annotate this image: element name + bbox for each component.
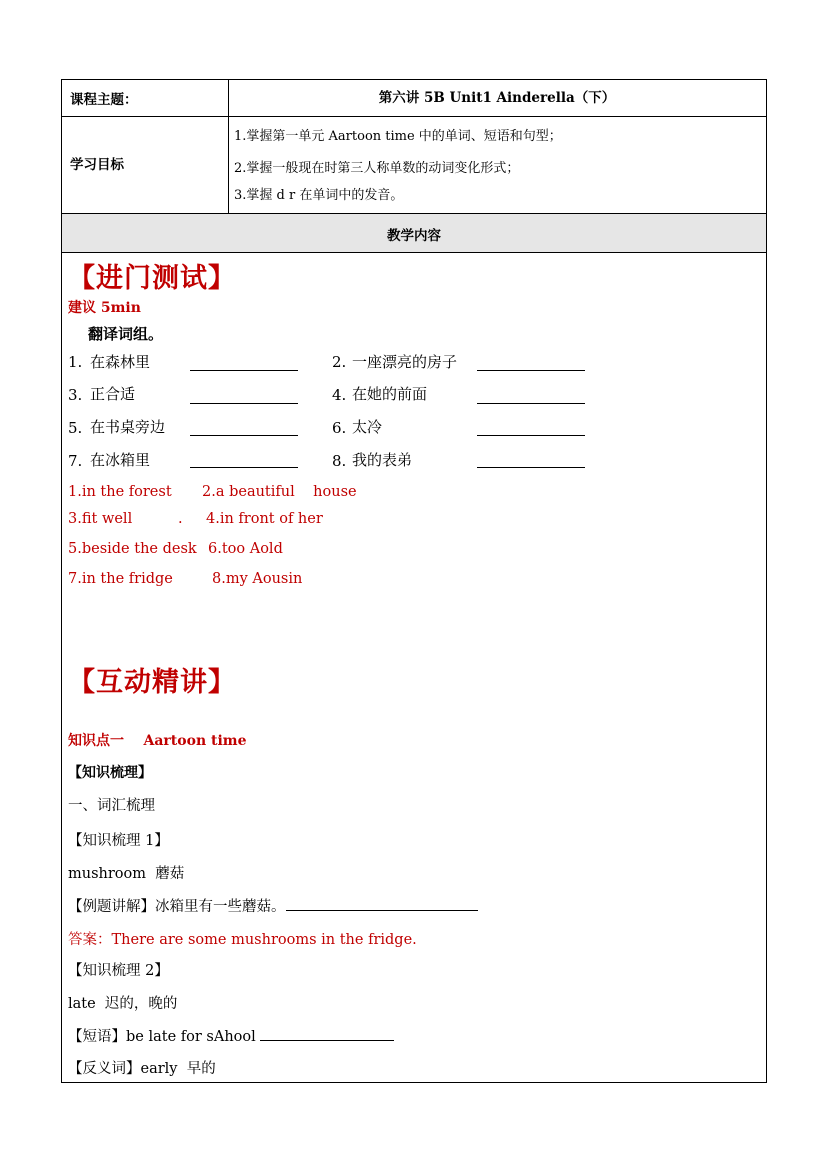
answer-blank[interactable] — [190, 467, 298, 468]
example-answer — [68, 928, 417, 949]
answer-text: 7.in the fridge — [68, 571, 173, 587]
topic-row — [62, 80, 766, 117]
question-number: 3. — [68, 386, 83, 404]
phrase-text: be late for sAhool — [126, 1029, 261, 1045]
example-answer-blank[interactable] — [286, 910, 478, 911]
question-number: 8. — [332, 452, 347, 470]
instruction: 翻译词组。 — [88, 325, 164, 343]
goal-item: 3.掌握 d r 在单词中的发音。 — [234, 188, 404, 203]
sort-heading: 【知识梳理】 — [68, 765, 152, 781]
lesson-topic: 第六讲 5B Unit1 Ainderella（下） — [378, 90, 616, 106]
example-label: 【例题讲解】 — [68, 899, 155, 915]
question-text: 太冷 — [352, 418, 383, 436]
answer-blank[interactable] — [190, 403, 298, 404]
phrase-answer-blank[interactable] — [260, 1040, 394, 1041]
goal-item: 2.掌握一般现在时第三人称单数的动词变化形式； — [234, 161, 520, 176]
question-text: 正合适 — [90, 385, 136, 403]
suggested-time: 建议 5min — [68, 300, 141, 316]
question-number: 5. — [68, 419, 83, 437]
vocab-late: late 迟的，晚的 — [68, 996, 178, 1012]
question-text: 一座漂亮的房子 — [352, 353, 458, 371]
answer-blank[interactable] — [477, 403, 585, 404]
topic-label: 课程主题： — [70, 92, 138, 108]
lecture-title: 【互动精讲】 — [68, 667, 236, 698]
answer-text: 5.beside the desk — [68, 541, 197, 557]
question-text: 在冰箱里 — [90, 451, 151, 469]
goal-item: 1.掌握第一单元 Aartoon time 中的单词、短语和句型； — [234, 129, 562, 144]
phrase-line — [68, 1025, 394, 1046]
antonym-text: early 早的 — [140, 1061, 216, 1077]
answer-text: 4.in front of her — [206, 511, 323, 527]
question-number: 7. — [68, 452, 83, 470]
answer-blank[interactable] — [190, 435, 298, 436]
knowledge-2-heading: 【知识梳理 2】 — [68, 963, 169, 979]
answer-blank[interactable] — [477, 370, 585, 371]
content-row — [62, 214, 766, 253]
answer-text: 8.my Aousin — [212, 571, 303, 587]
question-text: 在她的前面 — [352, 385, 428, 403]
question-number: 6. — [332, 419, 347, 437]
answer-sentence: There are some mushrooms in the fridge. — [111, 932, 417, 948]
question-number: 2. — [332, 353, 347, 371]
goal-row — [62, 117, 766, 214]
answer-blank[interactable] — [190, 370, 298, 371]
content-heading: 教学内容 — [387, 228, 441, 244]
example-text: 冰箱里有一些蘑菇。 — [155, 899, 286, 915]
answer-text: 6.too Aold — [208, 541, 283, 557]
question-text: 在森林里 — [90, 353, 151, 371]
question-text: 在书桌旁边 — [90, 418, 166, 436]
knowledge-point-heading: 知识点一 Aartoon time — [68, 733, 247, 749]
phrase-label: 【短语】 — [68, 1029, 126, 1045]
answer-text: 1.in the forest — [68, 484, 172, 500]
knowledge-1-heading: 【知识梳理 1】 — [68, 833, 169, 849]
antonym-label: 【反义词】 — [68, 1061, 141, 1077]
goal-label: 学习目标 — [70, 157, 124, 173]
answer-label: 答案： — [68, 932, 112, 948]
vocab-heading: 一、词汇梳理 — [68, 798, 155, 814]
answer-text: . — [178, 511, 183, 527]
entry-test-title: 【进门测试】 — [68, 263, 236, 294]
answer-blank[interactable] — [477, 467, 585, 468]
antonym-line — [68, 1057, 216, 1078]
question-number: 4. — [332, 386, 347, 404]
question-number: 1. — [68, 353, 83, 371]
vocab-mushroom: mushroom 蘑菇 — [68, 866, 185, 882]
answer-text: 2.a beautiful house — [202, 484, 357, 500]
example-line — [68, 895, 478, 916]
answer-text: 3.fit well — [68, 511, 133, 527]
question-text: 我的表弟 — [352, 451, 413, 469]
answer-blank[interactable] — [477, 435, 585, 436]
